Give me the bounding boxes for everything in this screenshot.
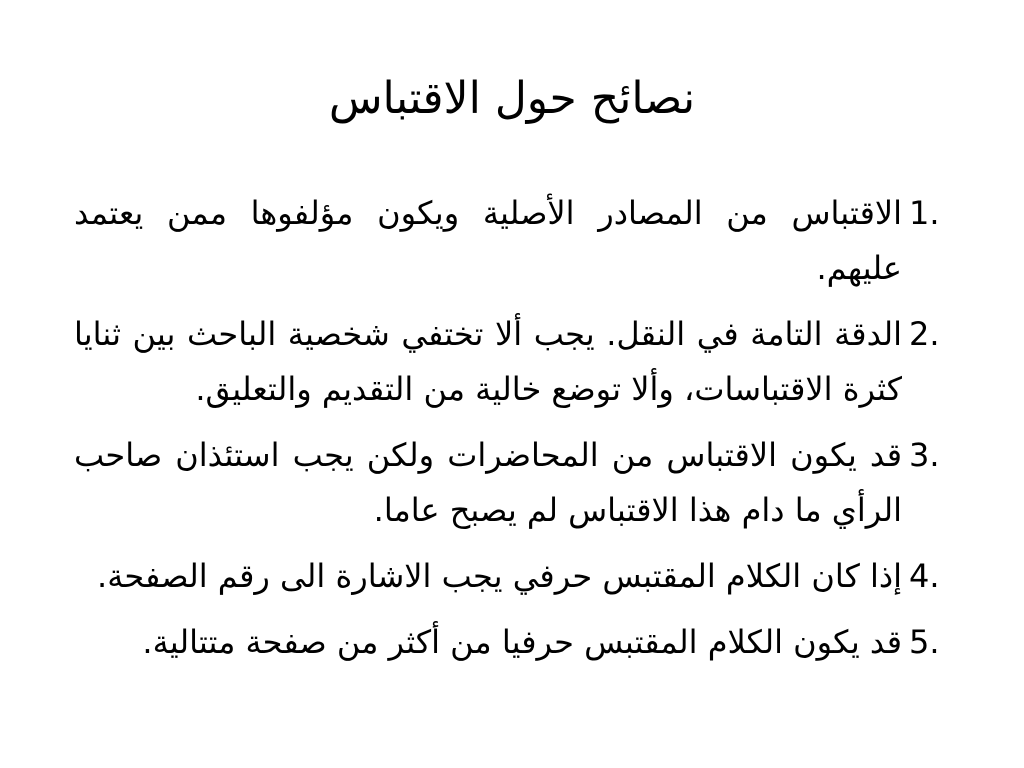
item-text: الدقة التامة في النقل. يجب ألا تختفي شخصية الباحث بين ثنايا كثرة الاقتباسات، وألا توضع خالية من التقديم والتعليق. [74,315,902,408]
list-item [74,549,964,604]
list-item [74,186,964,296]
list-item [74,307,964,417]
item-number: 1. [909,194,940,232]
item-text: الاقتباس من المصادر الأصلية ويكون مؤلفوها ممن يعتمد عليهم. [74,194,902,287]
list-item [74,428,964,538]
item-number: 4. [909,557,940,595]
slide-title: نصائح حول الاقتباس [328,73,696,124]
item-text: قد يكون الكلام المقتبس حرفيا من أكثر من صفحة متتالية. [142,623,902,661]
item-text: قد يكون الاقتباس من المحاضرات ولكن يجب استئذان صاحب الرأي ما دام هذا الاقتباس لم يصبح عاما. [74,436,902,529]
list-item [74,615,964,670]
tips-list [74,186,964,681]
item-text: إذا كان الكلام المقتبس حرفي يجب الاشارة الى رقم الصفحة. [97,557,902,595]
item-number: 5. [909,623,940,661]
item-number: 3. [909,436,940,474]
item-number: 2. [909,315,940,353]
